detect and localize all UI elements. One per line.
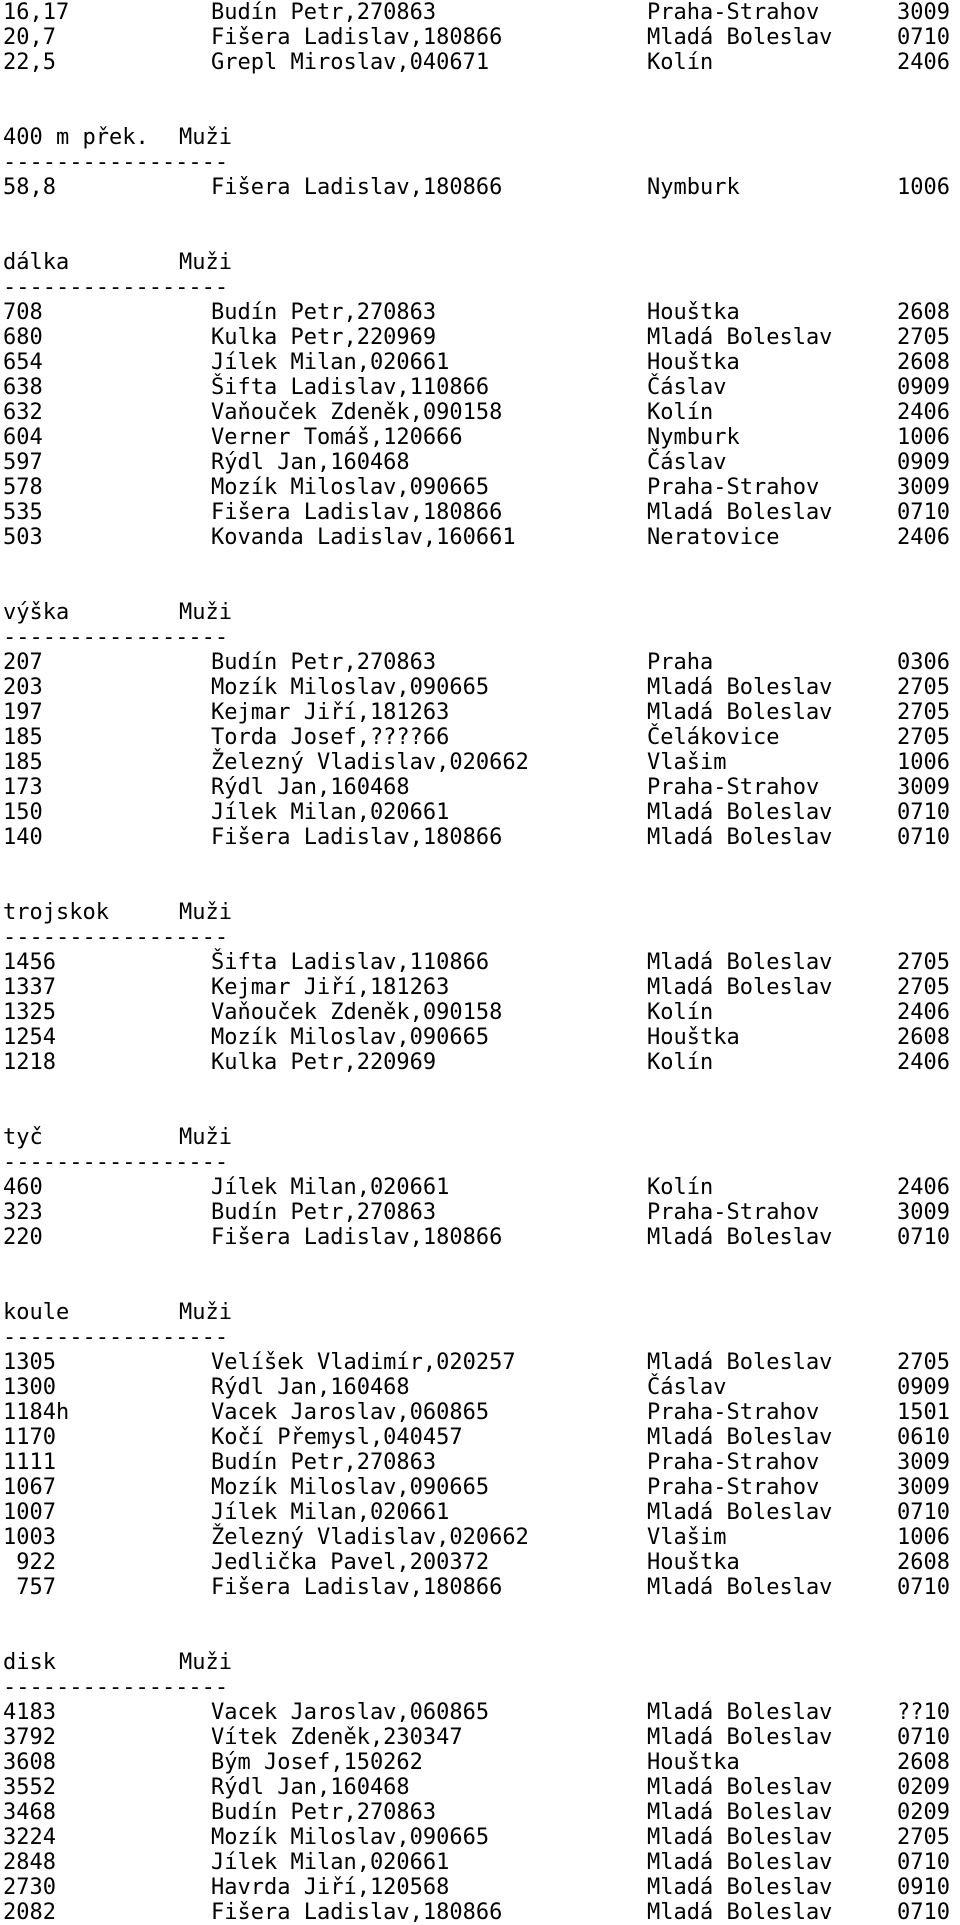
section-header (3, 1300, 960, 1325)
date-cell: 2705 (897, 975, 950, 1000)
venue-cell: Praha-Strahov (647, 1475, 820, 1500)
athlete-cell: Jílek Milan,020661 (211, 1500, 450, 1525)
result-row (3, 675, 960, 700)
venue-cell: Nymburk (647, 175, 740, 200)
date-cell: 2608 (897, 1025, 950, 1050)
result-cell: 185 (3, 750, 43, 775)
section-divider: ----------------- (3, 1150, 229, 1175)
result-row (3, 50, 960, 75)
athlete-cell: Jílek Milan,020661 (211, 1850, 450, 1875)
athlete-cell: Vacek Jaroslav,060865 (211, 1400, 490, 1425)
result-cell: 460 (3, 1175, 43, 1200)
date-cell: 2406 (897, 400, 950, 425)
result-cell: 1003 (3, 1525, 56, 1550)
spacer (3, 1625, 960, 1650)
venue-cell: Praha-Strahov (647, 1200, 820, 1225)
result-cell: 2082 (3, 1900, 56, 1925)
athlete-cell: Budín Petr,270863 (211, 650, 437, 675)
result-row (3, 375, 960, 400)
result-row (3, 825, 960, 850)
result-cell: 20,7 (3, 25, 56, 50)
spacer (3, 75, 960, 100)
spacer (3, 100, 960, 125)
date-cell: 2705 (897, 700, 950, 725)
section-divider: ----------------- (3, 625, 229, 650)
venue-cell: Čáslav (647, 1375, 727, 1400)
athlete-cell: Verner Tomáš,120666 (211, 425, 463, 450)
date-cell: 1006 (897, 425, 950, 450)
venue-cell: Kolín (647, 1175, 714, 1200)
athlete-cell: Jílek Milan,020661 (211, 1175, 450, 1200)
athlete-cell: Šifta Ladislav,110866 (211, 375, 490, 400)
result-row (3, 25, 960, 50)
venue-cell: Houštka (647, 1550, 740, 1575)
result-cell: 3552 (3, 1775, 56, 1800)
date-cell: 0710 (897, 1225, 950, 1250)
result-row (3, 1525, 960, 1550)
venue-cell: Praha-Strahov (647, 1450, 820, 1475)
date-cell: 2406 (897, 1000, 950, 1025)
venue-cell: Mladá Boleslav (647, 1700, 833, 1725)
event-name: dálka (3, 250, 70, 275)
venue-cell: Praha-Strahov (647, 1400, 820, 1425)
athlete-cell: Mozík Miloslav,090665 (211, 475, 490, 500)
result-cell: 503 (3, 525, 43, 550)
result-cell: 150 (3, 800, 43, 825)
venue-cell: Mladá Boleslav (647, 800, 833, 825)
date-cell: 2608 (897, 1550, 950, 1575)
date-cell: 2406 (897, 50, 950, 75)
date-cell: 1006 (897, 175, 950, 200)
section-divider: ----------------- (3, 275, 229, 300)
result-cell: 2848 (3, 1850, 56, 1875)
result-row (3, 1400, 960, 1425)
result-cell: 140 (3, 825, 43, 850)
spacer (3, 1250, 960, 1275)
athlete-cell: Jedlička Pavel,200372 (211, 1550, 490, 1575)
result-row (3, 725, 960, 750)
result-cell: 654 (3, 350, 43, 375)
section-divider: ----------------- (3, 925, 229, 950)
date-cell: 2705 (897, 950, 950, 975)
result-row (3, 1775, 960, 1800)
result-cell: 597 (3, 450, 43, 475)
venue-cell: Mladá Boleslav (647, 25, 833, 50)
date-cell: 0909 (897, 1375, 950, 1400)
athlete-cell: Mozík Miloslav,090665 (211, 1825, 490, 1850)
date-cell: 3009 (897, 1200, 950, 1225)
result-row (3, 1700, 960, 1725)
category-name: Muži (179, 250, 232, 275)
result-cell: 207 (3, 650, 43, 675)
result-cell: 632 (3, 400, 43, 425)
athlete-cell: Kočí Přemysl,040457 (211, 1425, 463, 1450)
venue-cell: Mladá Boleslav (647, 675, 833, 700)
venue-cell: Praha-Strahov (647, 775, 820, 800)
athlete-cell: Jílek Milan,020661 (211, 800, 450, 825)
venue-cell: Mladá Boleslav (647, 1500, 833, 1525)
result-row (3, 1000, 960, 1025)
event-name: výška (3, 600, 70, 625)
result-cell: 1007 (3, 1500, 56, 1525)
date-cell: 0710 (897, 800, 950, 825)
result-cell: 16,17 (3, 0, 70, 25)
section-header (3, 600, 960, 625)
result-cell: 3224 (3, 1825, 56, 1850)
result-row (3, 175, 960, 200)
athlete-cell: Rýdl Jan,160468 (211, 450, 410, 475)
athlete-cell: Budín Petr,270863 (211, 300, 437, 325)
result-cell: 203 (3, 675, 43, 700)
section-divider: ----------------- (3, 1675, 229, 1700)
result-cell: 22,5 (3, 50, 56, 75)
date-cell: 0710 (897, 1900, 950, 1925)
venue-cell: Mladá Boleslav (647, 1350, 833, 1375)
athlete-cell: Kovanda Ladislav,160661 (211, 525, 516, 550)
result-row (3, 1425, 960, 1450)
date-cell: 0306 (897, 650, 950, 675)
spacer (3, 850, 960, 875)
venue-cell: Mladá Boleslav (647, 500, 833, 525)
venue-cell: Čáslav (647, 450, 727, 475)
venue-cell: Mladá Boleslav (647, 325, 833, 350)
athlete-cell: Fišera Ladislav,180866 (211, 25, 503, 50)
athlete-cell: Rýdl Jan,160468 (211, 775, 410, 800)
result-row (3, 1375, 960, 1400)
athlete-cell: Budín Petr,270863 (211, 0, 437, 25)
athlete-cell: Budín Petr,270863 (211, 1450, 437, 1475)
athlete-cell: Železný Vladislav,020662 (211, 1525, 529, 1550)
result-row (3, 400, 960, 425)
result-row (3, 800, 960, 825)
date-cell: 3009 (897, 1475, 950, 1500)
result-row (3, 750, 960, 775)
result-cell: 1254 (3, 1025, 56, 1050)
date-cell: 0910 (897, 1875, 950, 1900)
date-cell: ??10 (897, 1700, 950, 1725)
athlete-cell: Havrda Jiří,120568 (211, 1875, 450, 1900)
date-cell: 0710 (897, 1725, 950, 1750)
venue-cell: Mladá Boleslav (647, 1850, 833, 1875)
athlete-cell: Kulka Petr,220969 (211, 1050, 437, 1075)
athlete-cell: Rýdl Jan,160468 (211, 1775, 410, 1800)
result-row (3, 350, 960, 375)
date-cell: 2705 (897, 675, 950, 700)
date-cell: 0710 (897, 1850, 950, 1875)
venue-cell: Mladá Boleslav (647, 1900, 833, 1925)
spacer (3, 575, 960, 600)
result-cell: 1067 (3, 1475, 56, 1500)
athlete-cell: Fišera Ladislav,180866 (211, 500, 503, 525)
athlete-cell: Fišera Ladislav,180866 (211, 825, 503, 850)
venue-cell: Čáslav (647, 375, 727, 400)
venue-cell: Kolín (647, 1050, 714, 1075)
result-row (3, 1800, 960, 1825)
section-header (3, 125, 960, 150)
date-cell: 2705 (897, 325, 950, 350)
date-cell: 3009 (897, 475, 950, 500)
date-cell: 2705 (897, 725, 950, 750)
result-cell: 922 (3, 1550, 56, 1575)
result-cell: 3792 (3, 1725, 56, 1750)
category-name: Muži (179, 1650, 232, 1675)
date-cell: 2406 (897, 525, 950, 550)
result-cell: 1456 (3, 950, 56, 975)
category-name: Muži (179, 1125, 232, 1150)
category-name: Muži (179, 1300, 232, 1325)
venue-cell: Praha-Strahov (647, 0, 820, 25)
venue-cell: Houštka (647, 1750, 740, 1775)
result-row (3, 1900, 960, 1925)
date-cell: 0710 (897, 1500, 950, 1525)
event-name: disk (3, 1650, 56, 1675)
result-row (3, 450, 960, 475)
venue-cell: Kolín (647, 1000, 714, 1025)
result-cell: 638 (3, 375, 43, 400)
result-cell: 2730 (3, 1875, 56, 1900)
result-row (3, 1350, 960, 1375)
result-row (3, 1850, 960, 1875)
date-cell: 0710 (897, 500, 950, 525)
result-row (3, 325, 960, 350)
result-row (3, 1875, 960, 1900)
athlete-cell: Kulka Petr,220969 (211, 325, 437, 350)
date-cell: 2608 (897, 350, 950, 375)
result-row (3, 650, 960, 675)
result-row (3, 1200, 960, 1225)
result-cell: 3468 (3, 1800, 56, 1825)
result-row (3, 300, 960, 325)
venue-cell: Mladá Boleslav (647, 950, 833, 975)
athlete-cell: Vaňouček Zdeněk,090158 (211, 400, 503, 425)
venue-cell: Mladá Boleslav (647, 825, 833, 850)
result-row (3, 775, 960, 800)
result-cell: 4183 (3, 1700, 56, 1725)
date-cell: 1006 (897, 750, 950, 775)
date-cell: 2705 (897, 1350, 950, 1375)
athlete-cell: Fišera Ladislav,180866 (211, 175, 503, 200)
date-cell: 1501 (897, 1400, 950, 1425)
result-cell: 197 (3, 700, 43, 725)
result-row (3, 525, 960, 550)
date-cell: 3009 (897, 775, 950, 800)
athlete-cell: Mozík Miloslav,090665 (211, 1475, 490, 1500)
date-cell: 0710 (897, 1575, 950, 1600)
section-header (3, 900, 960, 925)
venue-cell: Neratovice (647, 525, 780, 550)
athlete-cell: Jílek Milan,020661 (211, 350, 450, 375)
athlete-cell: Rýdl Jan,160468 (211, 1375, 410, 1400)
date-cell: 0710 (897, 825, 950, 850)
athlete-cell: Šifta Ladislav,110866 (211, 950, 490, 975)
athlete-cell: Fišera Ladislav,180866 (211, 1225, 503, 1250)
result-row (3, 1450, 960, 1475)
venue-cell: Mladá Boleslav (647, 1225, 833, 1250)
athlete-cell: Mozík Miloslav,090665 (211, 675, 490, 700)
result-cell: 323 (3, 1200, 43, 1225)
athlete-cell: Torda Josef,????66 (211, 725, 450, 750)
result-row (3, 1225, 960, 1250)
spacer (3, 550, 960, 575)
event-name: tyč (3, 1125, 43, 1150)
date-cell: 2608 (897, 1750, 950, 1775)
date-cell: 0610 (897, 1425, 950, 1450)
result-cell: 1184h (3, 1400, 70, 1425)
result-cell: 708 (3, 300, 43, 325)
result-cell: 1111 (3, 1450, 56, 1475)
venue-cell: Vlašim (647, 750, 727, 775)
result-cell: 604 (3, 425, 43, 450)
section-header (3, 1650, 960, 1675)
athlete-cell: Kejmar Jiří,181263 (211, 975, 450, 1000)
result-cell: 185 (3, 725, 43, 750)
result-row (3, 1725, 960, 1750)
athlete-cell: Fišera Ladislav,180866 (211, 1575, 503, 1600)
date-cell: 3009 (897, 0, 950, 25)
result-row (3, 950, 960, 975)
spacer (3, 200, 960, 225)
date-cell: 0909 (897, 450, 950, 475)
result-row (3, 1475, 960, 1500)
venue-cell: Mladá Boleslav (647, 1425, 833, 1450)
venue-cell: Nymburk (647, 425, 740, 450)
spacer (3, 1275, 960, 1300)
category-name: Muži (179, 125, 232, 150)
venue-cell: Mladá Boleslav (647, 1825, 833, 1850)
section-divider: ----------------- (3, 1325, 229, 1350)
result-cell: 58,8 (3, 175, 56, 200)
date-cell: 1006 (897, 1525, 950, 1550)
section-header (3, 1125, 960, 1150)
venue-cell: Houštka (647, 300, 740, 325)
result-row (3, 1025, 960, 1050)
athlete-cell: Bým Josef,150262 (211, 1750, 423, 1775)
venue-cell: Čelákovice (647, 725, 780, 750)
venue-cell: Praha-Strahov (647, 475, 820, 500)
result-row (3, 1050, 960, 1075)
event-name: koule (3, 1300, 70, 1325)
event-name: 400 m přek. (3, 125, 149, 150)
result-row (3, 0, 960, 25)
result-cell: 535 (3, 500, 43, 525)
date-cell: 0909 (897, 375, 950, 400)
date-cell: 2705 (897, 1825, 950, 1850)
venue-cell: Mladá Boleslav (647, 700, 833, 725)
date-cell: 2406 (897, 1050, 950, 1075)
result-cell: 1218 (3, 1050, 56, 1075)
date-cell: 0209 (897, 1775, 950, 1800)
athlete-cell: Vítek Zdeněk,230347 (211, 1725, 463, 1750)
result-cell: 1300 (3, 1375, 56, 1400)
result-row (3, 1175, 960, 1200)
result-cell: 173 (3, 775, 43, 800)
date-cell: 2406 (897, 1175, 950, 1200)
venue-cell: Praha (647, 650, 714, 675)
spacer (3, 225, 960, 250)
result-row (3, 1550, 960, 1575)
category-name: Muži (179, 600, 232, 625)
result-row (3, 1500, 960, 1525)
athlete-cell: Grepl Miroslav,040671 (211, 50, 490, 75)
venue-cell: Houštka (647, 1025, 740, 1050)
date-cell: 0710 (897, 25, 950, 50)
athlete-cell: Kejmar Jiří,181263 (211, 700, 450, 725)
section-divider: ----------------- (3, 150, 229, 175)
athlete-cell: Budín Petr,270863 (211, 1200, 437, 1225)
venue-cell: Mladá Boleslav (647, 975, 833, 1000)
result-cell: 220 (3, 1225, 43, 1250)
result-row (3, 700, 960, 725)
spacer (3, 875, 960, 900)
result-cell: 1170 (3, 1425, 56, 1450)
athlete-cell: Velíšek Vladimír,020257 (211, 1350, 516, 1375)
result-row (3, 425, 960, 450)
result-row (3, 500, 960, 525)
venue-cell: Mladá Boleslav (647, 1800, 833, 1825)
spacer (3, 1075, 960, 1100)
result-cell: 1325 (3, 1000, 56, 1025)
venue-cell: Mladá Boleslav (647, 1725, 833, 1750)
category-name: Muži (179, 900, 232, 925)
spacer (3, 1600, 960, 1625)
venue-cell: Kolín (647, 50, 714, 75)
result-row (3, 1750, 960, 1775)
venue-cell: Mladá Boleslav (647, 1575, 833, 1600)
result-row (3, 1575, 960, 1600)
athlete-cell: Vaňouček Zdeněk,090158 (211, 1000, 503, 1025)
result-cell: 1305 (3, 1350, 56, 1375)
venue-cell: Mladá Boleslav (647, 1875, 833, 1900)
athlete-cell: Fišera Ladislav,180866 (211, 1900, 503, 1925)
result-row (3, 975, 960, 1000)
result-cell: 1337 (3, 975, 56, 1000)
venue-cell: Vlašim (647, 1525, 727, 1550)
venue-cell: Houštka (647, 350, 740, 375)
athlete-cell: Mozík Miloslav,090665 (211, 1025, 490, 1050)
date-cell: 0209 (897, 1800, 950, 1825)
result-row (3, 475, 960, 500)
date-cell: 2608 (897, 300, 950, 325)
athlete-cell: Budín Petr,270863 (211, 1800, 437, 1825)
spacer (3, 1100, 960, 1125)
result-cell: 578 (3, 475, 43, 500)
venue-cell: Kolín (647, 400, 714, 425)
event-name: trojskok (3, 900, 109, 925)
result-cell: 680 (3, 325, 43, 350)
result-cell: 3608 (3, 1750, 56, 1775)
athlete-cell: Vacek Jaroslav,060865 (211, 1700, 490, 1725)
athlete-cell: Železný Vladislav,020662 (211, 750, 529, 775)
venue-cell: Mladá Boleslav (647, 1775, 833, 1800)
section-header (3, 250, 960, 275)
date-cell: 3009 (897, 1450, 950, 1475)
result-row (3, 1825, 960, 1850)
result-cell: 757 (3, 1575, 56, 1600)
